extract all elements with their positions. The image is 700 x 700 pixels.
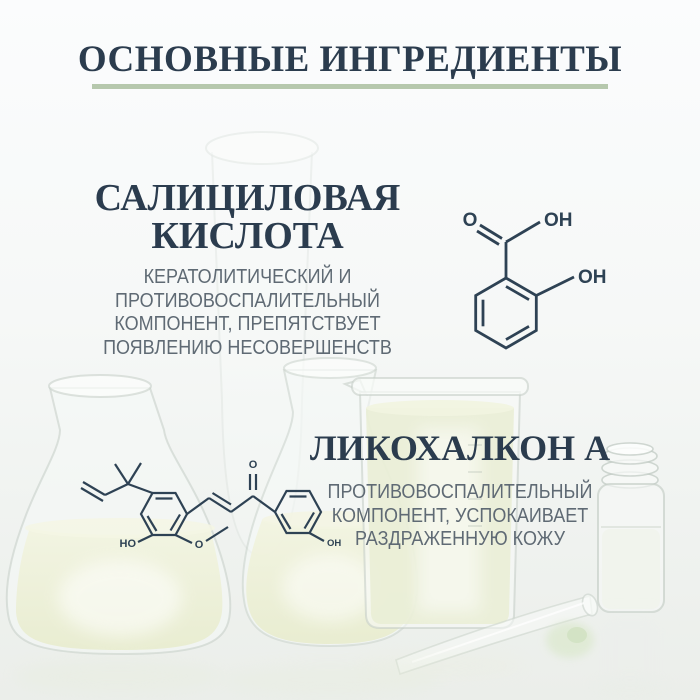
atom-label-phenol-ho: HO — [119, 538, 136, 550]
ingredient-description — [74, 266, 421, 360]
salicylic-acid-structure — [440, 190, 640, 370]
description-line: КОМПОНЕНТ, ПРЕПЯТСТВУЕТ — [114, 313, 381, 336]
ingredient-name-line: ЛИКОХАЛКОН А — [309, 428, 611, 468]
ingredient-name — [55, 179, 440, 255]
description-line: ПРОТИВОВОСПАЛИТЕЛЬНЫЙ — [115, 289, 380, 312]
atom-label-methoxy-o: O — [194, 539, 204, 551]
ingredient-name — [307, 429, 613, 467]
description-line: КОМПОНЕНТ, УСПОКАИВАЕТ — [331, 504, 589, 527]
ingredient-description — [322, 481, 597, 552]
licochalcone-a-structure — [42, 438, 342, 558]
atom-label-phenol-oh: OH — [578, 267, 607, 288]
atom-label-carboxyl-oh: OH — [544, 210, 573, 231]
ingredient-name-line: КИСЛОТА — [151, 215, 344, 257]
ingredient-name-line: САЛИЦИЛОВАЯ — [94, 177, 401, 219]
atom-label-carboxyl-o: O — [462, 210, 478, 231]
table-reflections — [13, 654, 668, 698]
description-line: РАЗДРАЖЕННУЮ КОЖУ — [354, 528, 566, 551]
accent-underline — [92, 84, 608, 89]
page-title: ОСНОВНЫЕ ИНГРЕДИЕНТЫ — [77, 39, 623, 80]
description-line: ПОЯВЛЕНИЮ НЕСОВЕРШЕНСТВ — [103, 336, 392, 359]
description-line: ПРОТИВОВОСПАЛИТЕЛЬНЫЙ — [327, 481, 593, 503]
atom-label-phenol-oh: OH — [327, 538, 342, 549]
glass-vial — [598, 443, 664, 694]
description-line: КЕРАТОЛИТИЧЕСКИЙ И — [143, 266, 352, 288]
atom-label-carbonyl-o: O — [248, 459, 258, 471]
